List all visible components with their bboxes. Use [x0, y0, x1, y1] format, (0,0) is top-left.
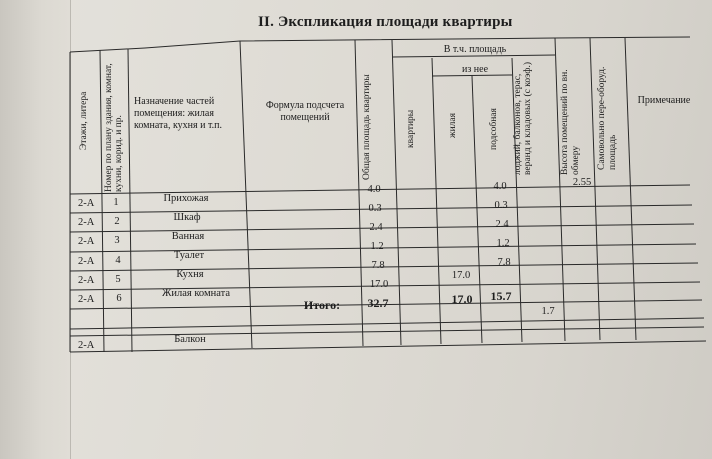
- header-loggia: лоджий, балконов, терас, веранд и кладовых (с коэф.): [513, 62, 533, 175]
- totals-total: 32.7: [367, 296, 389, 310]
- header-incl-area: В т.ч. площадь: [443, 44, 507, 55]
- totals-aux: 15.7: [490, 289, 512, 303]
- row5-aux: 7.8: [497, 257, 511, 268]
- row3-floor: 2-А: [78, 236, 95, 247]
- row6-total: 17.0: [369, 279, 389, 290]
- row1-aux: 4.0: [493, 181, 507, 192]
- row4-total: 1.2: [370, 241, 384, 252]
- row2-name: Шкаф: [173, 212, 201, 223]
- row2-aux: 0.3: [494, 200, 508, 211]
- row3-no: 3: [114, 235, 120, 246]
- totals-living: 17.0: [451, 292, 473, 306]
- row2-no: 2: [114, 216, 120, 227]
- header-note: Примечание: [637, 95, 691, 106]
- header-floor: Этажи, литера: [79, 91, 89, 150]
- row5-floor: 2-А: [78, 275, 95, 286]
- row5-no: 5: [115, 274, 121, 285]
- row1-height: 2.55: [572, 177, 592, 188]
- row4-floor: 2-А: [78, 256, 95, 267]
- header-apartments: квартиры: [406, 109, 416, 148]
- balcony-name: Балкон: [174, 334, 206, 345]
- row1-no: 1: [113, 197, 119, 208]
- row1-name: Прихожая: [163, 193, 209, 204]
- balcony-loggia: 1.7: [541, 306, 555, 317]
- row6-floor: 2-А: [78, 294, 95, 305]
- row3-aux: 2.4: [495, 219, 509, 230]
- row4-aux: 1.2: [496, 238, 510, 249]
- row6-name: Жилая комната: [161, 288, 231, 299]
- totals-label: Итого:: [303, 298, 341, 312]
- row2-floor: 2-А: [78, 217, 95, 228]
- row3-total: 2.4: [369, 222, 383, 233]
- header-auxiliary: подсобная: [489, 108, 499, 150]
- page-title: II. Экспликация площади квартиры: [258, 14, 513, 30]
- header-purpose: Назначение частей помещения: жилая комната, кухня и т.п.: [134, 96, 222, 131]
- row1-total: 4.0: [367, 184, 381, 195]
- row6-no: 6: [116, 293, 122, 304]
- header-formula: Формула подсчета помещений: [265, 100, 345, 123]
- header-living: жилая: [448, 113, 458, 138]
- header-of-which: из нее: [461, 64, 489, 75]
- row4-no: 4: [115, 255, 121, 266]
- header-self-rebuilt: Самовольно пере-оборуд. площадь: [597, 66, 618, 170]
- row1-floor: 2-А: [78, 198, 95, 209]
- header-height: Высота помещений по вн. обмеру: [560, 69, 581, 175]
- row3-name: Ванная: [171, 231, 205, 242]
- row5-total: 7.8: [371, 260, 385, 271]
- row5-name: Кухня: [176, 269, 204, 280]
- row2-total: 0.3: [368, 203, 382, 214]
- header-total-area: Общая площадь квартиры: [362, 74, 372, 180]
- row6-living: 17.0: [451, 270, 471, 281]
- balcony-floor: 2-А: [78, 340, 95, 351]
- row4-name: Туалет: [173, 250, 205, 261]
- header-room-no: Номер по плану здания, комнат, кухни, корид. и пр.: [104, 63, 124, 192]
